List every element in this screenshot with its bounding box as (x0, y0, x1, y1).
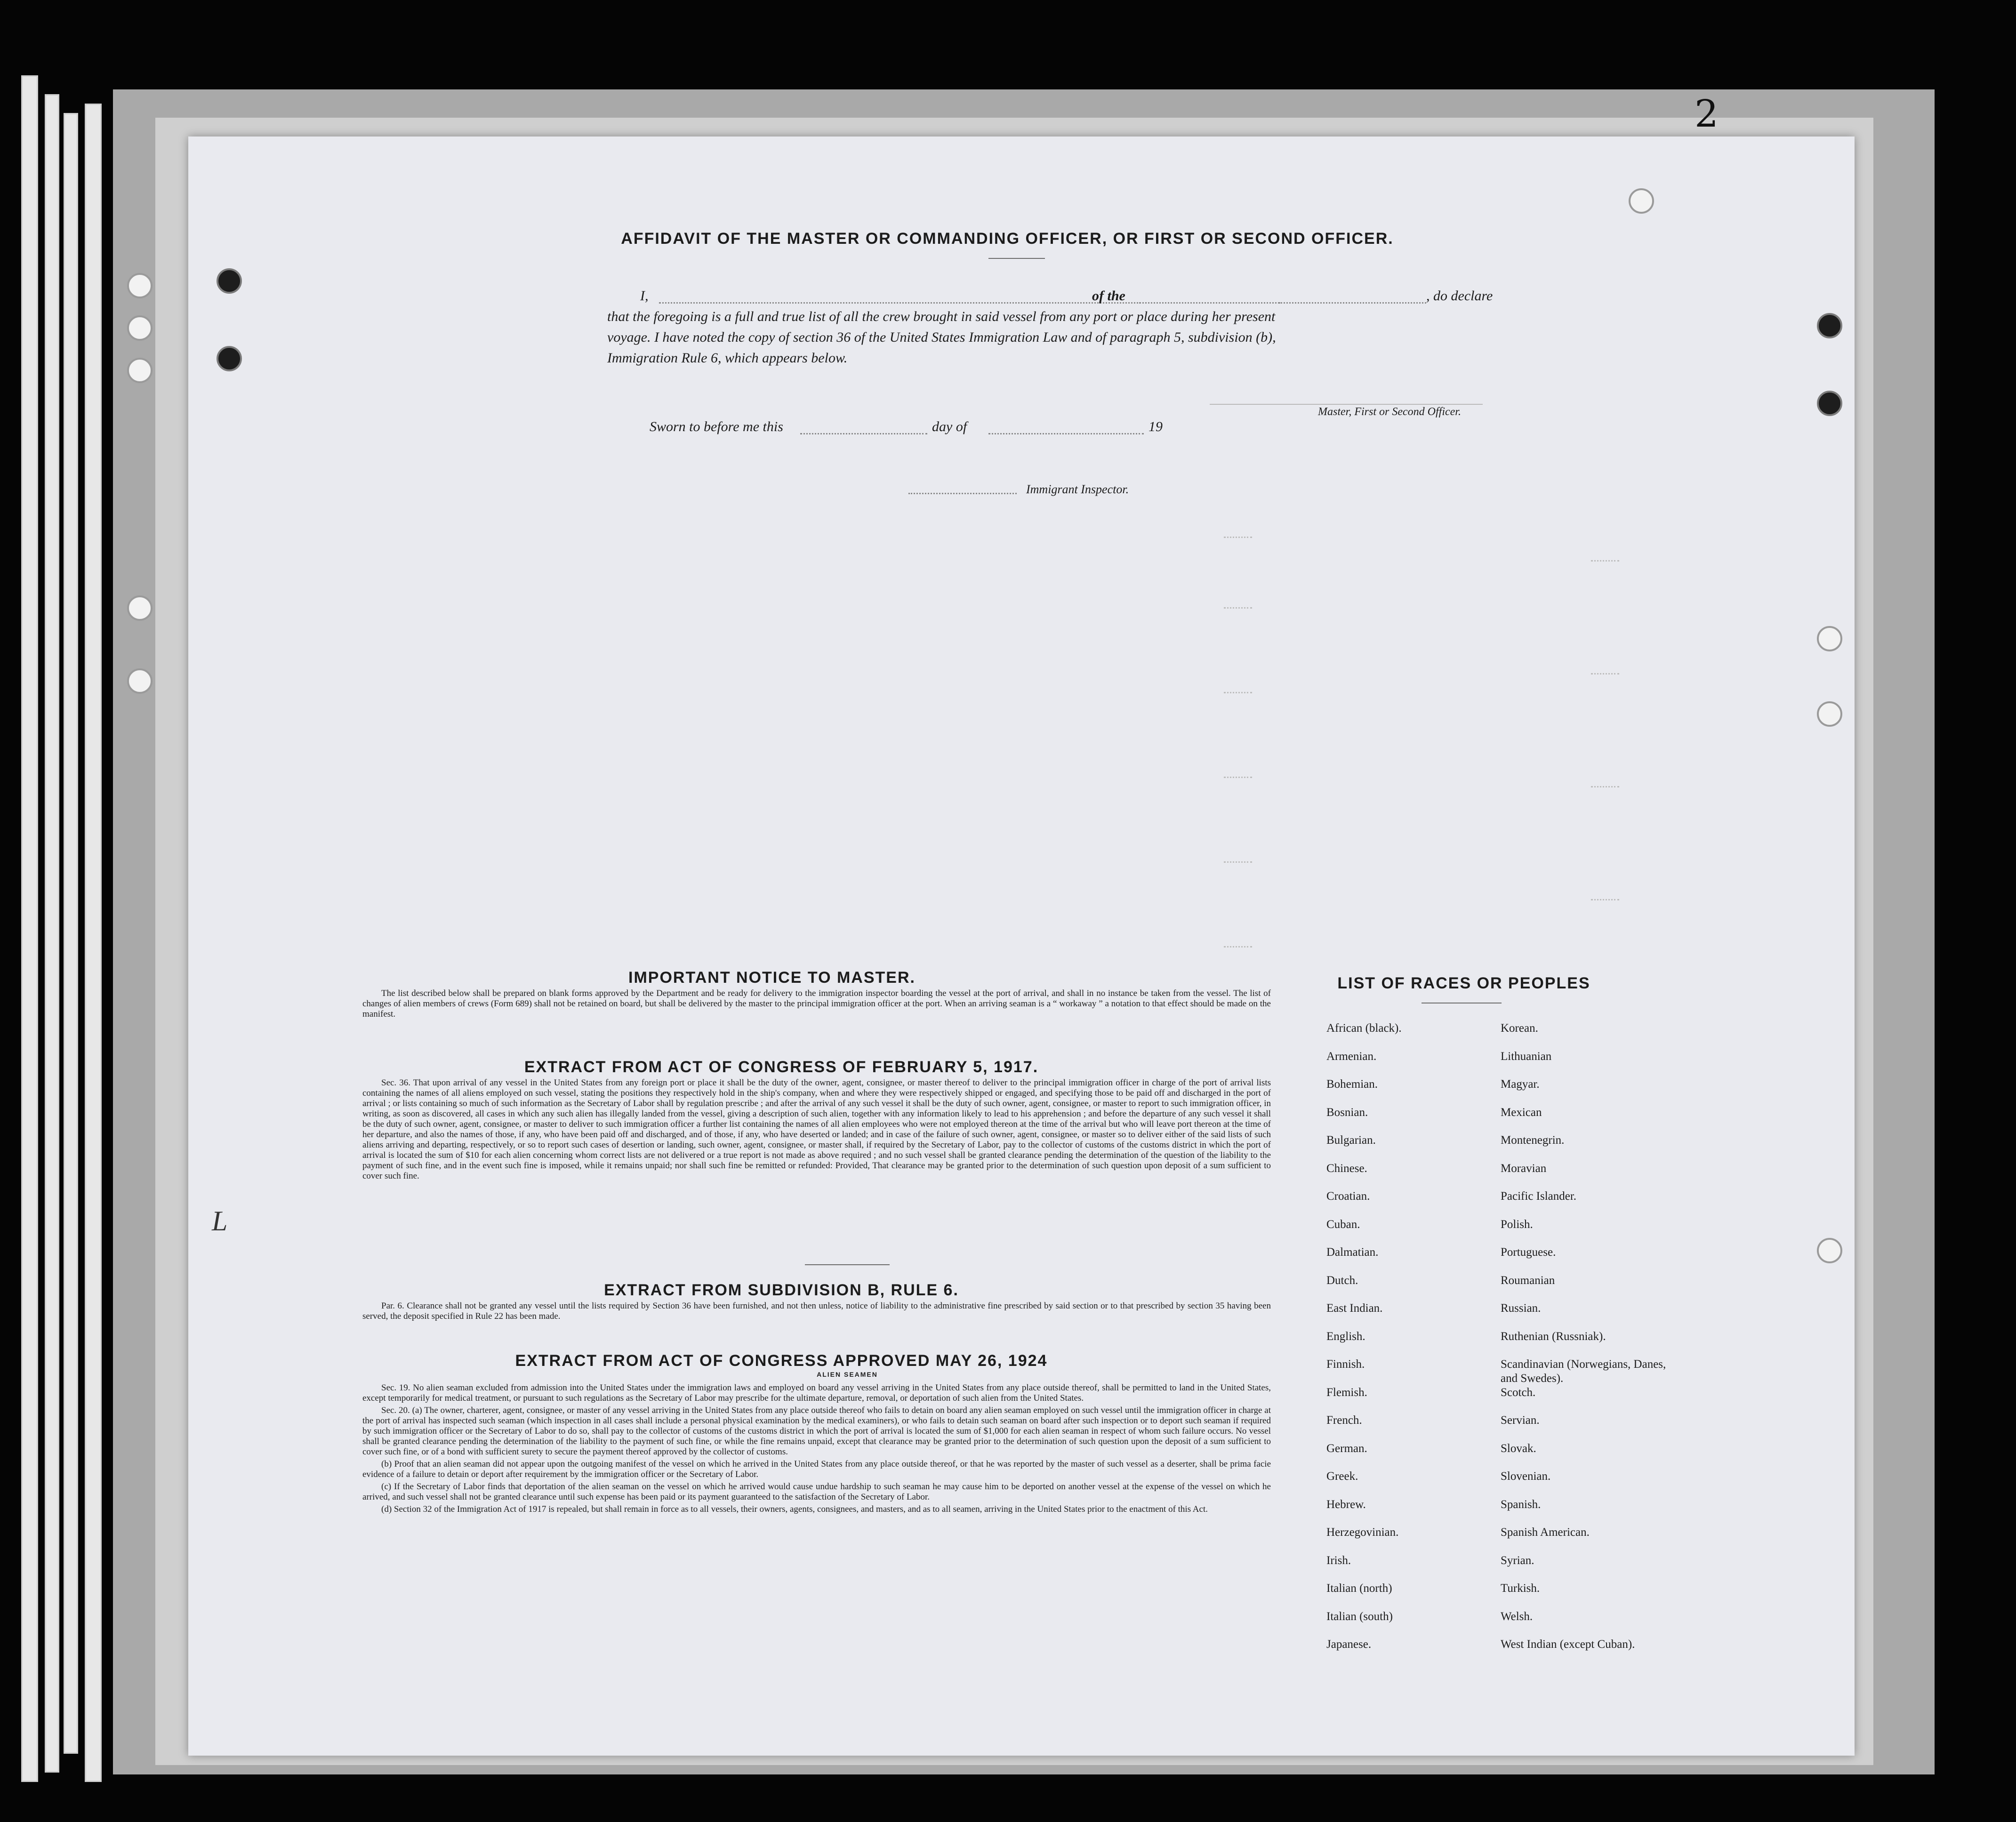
race-item: Welsh. (1501, 1610, 1533, 1623)
form-page (188, 136, 1855, 1756)
section-36-paragraph: Sec. 36. That upon arrival of any vessel in the United States from any foreign port or place it shall be the duty of the owner, agent, consignee, or master thereof to deliver to the principal immigration officer in charge of the port of arrival lists containing the names of all aliens employed on such vessel, stating the positions they respectively hold in the ship's company, when and where they were respectively shipped or engaged, and specifying those to be paid off and discharged in the port of arrival ; or lists containing so much of such information as the Secretary of Labor shall by regulation prescribe ; and after the arrival of any such vessel it shall be the duty of such owner, agent, consignee, or master to report to such immigration officer, in writing, as soon as discovered, all cases in which any such alien has illegally landed from the vessel, giving a description of such alien, together with any information likely to lead to his apprehension ; and before the departure of any such vessel it shall be the duty of such owner, agent, consignee, or master to deliver to such immigration officer a further list containing the names of all alien employees who were not employed thereon at the time of the arrival but who will leave port thereon at the time of her departure, and also the names of those, if any, who have been paid off and discharged, and of those, if any, who have deserted or landed; and in case of the failure of such owner, agent, consignee, or master so to deliver either of the said lists of such aliens arriving and departing, respectively, or so to report such cases of desertion or landing, such owner, agent, consignee, or master shall, if required by the Secretary of Labor, pay to the collector of customs of the customs district in which the port of arrival is located the sum of $10 for each alien concerning whom correct lists are not delivered or a true report is not made as above required ; and no such vessel shall be granted clearance pending the determination of the question of the liability to the payment of such fine, and in the event such fine is imposed, while it remains unpaid; nor shall such fine be remitted or refunded: Provided, That clearance may be granted prior to the determination of such question upon deposit of a sum sufficient to cover such fine. (362, 1078, 1271, 1181)
extract-1917-text (362, 1078, 1271, 1183)
affidavit-body-line-3: Immigration Rule 6, which appears below. (607, 350, 848, 366)
race-item: Herzegovinian. (1326, 1526, 1399, 1539)
year-prefix: 19 (1149, 419, 1163, 434)
race-item: Slovenian. (1501, 1470, 1551, 1483)
race-item: Cuban. (1326, 1218, 1360, 1231)
section-rule (805, 1264, 890, 1265)
races-right-column (1501, 1021, 1679, 1666)
race-item: Bohemian. (1326, 1078, 1378, 1091)
sec-20a-paragraph: Sec. 20. (a) The owner, charterer, agent, consignee, or master of any vessel arriving in the United States from any place outside thereof who fails to detain on board any alien seaman employed on such vessel until the immigration officer in charge at the port of arrival has inspected such seaman (which inspection in all cases shall include a personal physical examination by the medical examiners), or who fails to detain such seaman on board after such inspection or to deport such seaman if required by such immigration officer or the Secretary of Labor to do so, shall pay to the collector of customs of the customs district in which the port of arrival is located the sum of $1,000 for each alien seaman in respect of whom such failure occurs. No vessel shall be granted clearance pending the determination of the liability to the payment of such fine, or while the fine remains unpaid, except that clearance may be granted prior to the determination of such question upon the deposit of a sum sufficient to cover such fine, or of a bond with sufficient surety to secure the payment thereof approved by the collector of customs. (362, 1405, 1271, 1457)
punch-hole (1817, 626, 1842, 651)
race-item: Flemish. (1326, 1386, 1367, 1399)
vessel-blank (1139, 302, 1426, 304)
faint-dots (1591, 786, 1619, 787)
faint-dots (1224, 777, 1252, 778)
race-item: Croatian. (1326, 1190, 1370, 1203)
punch-hole (217, 268, 242, 294)
extract-1924-title: EXTRACT FROM ACT OF CONGRESS APPROVED MAY 26, 1924 (515, 1352, 1048, 1370)
affidavit-of-the: of the (1092, 288, 1125, 304)
races-title: LIST OF RACES OR PEOPLES (1337, 974, 1590, 992)
race-item: Servian. (1501, 1414, 1540, 1427)
day-of-text: day of (932, 419, 967, 434)
extract-rule6-text (362, 1301, 1271, 1324)
race-item: Bosnian. (1326, 1106, 1368, 1119)
punch-hole (127, 273, 153, 298)
race-item: Spanish American. (1501, 1526, 1590, 1539)
alien-seamen-subtitle: ALIEN SEAMEN (817, 1371, 878, 1378)
sworn-text: Sworn to before me this (650, 419, 783, 434)
faint-dots (1591, 673, 1619, 674)
race-item: East Indian. (1326, 1302, 1383, 1315)
par-6-paragraph: Par. 6. Clearance shall not be granted any vessel until the lists required by Section 36 have been furnished, and not then unless, notice of liability to the administrative fine prescribed by said section or to that prescribed by section 35 having been served, the deposit specified in Rule 22 has been made. (362, 1301, 1271, 1321)
sheet-edge (64, 113, 78, 1754)
race-item: Spanish. (1501, 1498, 1541, 1511)
race-item: Roumanian (1501, 1274, 1555, 1287)
race-item: Dutch. (1326, 1274, 1358, 1287)
inspector-signature-line (908, 493, 1017, 494)
race-item: Moravian (1501, 1162, 1547, 1175)
punch-hole (217, 346, 242, 371)
race-item: Polish. (1501, 1218, 1533, 1231)
extract-rule6-title: EXTRACT FROM SUBDIVISION B, RULE 6. (604, 1281, 959, 1299)
sec-20d-paragraph: (d) Section 32 of the Immigration Act of 1917 is repealed, but shall remain in force as to all vessels, their owners, agents, consignees, and masters, and as to all seamen, arriving in the United States prior to the enactment of this Act. (381, 1504, 1208, 1514)
race-item: Armenian. (1326, 1050, 1377, 1063)
punch-hole (1817, 391, 1842, 416)
faint-dots (1224, 692, 1252, 693)
affidavit-i: I, (640, 288, 649, 304)
faint-dots (1591, 899, 1619, 900)
faint-dots (1591, 560, 1619, 562)
race-item: Turkish. (1501, 1582, 1540, 1595)
faint-dots (1224, 607, 1252, 609)
notice-text (362, 988, 1271, 1021)
affidavit-body-line-2: voyage. I have noted the copy of section 36 of the United States Immigration Law and of paragraph 5, subdivision (b), (607, 329, 1276, 345)
month-blank (988, 433, 1144, 434)
race-item: Italian (south) (1326, 1610, 1393, 1623)
affidavit-title: AFFIDAVIT OF THE MASTER OR COMMANDING OFFICER, OR FIRST OR SECOND OFFICER. (621, 230, 1394, 248)
faint-dots (1224, 537, 1252, 538)
corner-page-number: 2 (1695, 92, 1719, 136)
race-item: Slovak. (1501, 1442, 1536, 1455)
race-item: Russian. (1501, 1302, 1541, 1315)
race-item: Syrian. (1501, 1554, 1534, 1567)
races-left-column (1326, 1021, 1505, 1666)
race-item: African (black). (1326, 1022, 1402, 1035)
extract-1917-title: EXTRACT FROM ACT OF CONGRESS OF FEBRUARY 5, 1917. (524, 1058, 1039, 1076)
punch-hole (1817, 701, 1842, 727)
race-item: Italian (north) (1326, 1582, 1392, 1595)
race-item: Finnish. (1326, 1358, 1365, 1371)
margin-handwritten-letter: L (212, 1205, 228, 1236)
race-item: Bulgarian. (1326, 1134, 1376, 1147)
punch-hole (1817, 1238, 1842, 1263)
notice-title: IMPORTANT NOTICE TO MASTER. (628, 969, 916, 987)
sec-19-paragraph: Sec. 19. No alien seaman excluded from admission into the United States under the immigration laws and employed on board any vessel arriving in the United States from any place outside thereof, shall be permitted to land in the United States, except temporarily for medical treatment, or pursuant to such regulations as the Secretary of Labor may prescribe for the ultimate departure, removal, or deportation of such alien from the United States. (362, 1383, 1271, 1403)
race-item: Irish. (1326, 1554, 1351, 1567)
sec-20c-paragraph: (c) If the Secretary of Labor finds that deportation of the alien seaman on the vessel on which he arrived would cause undue hardship to such seaman he may cause him to be deported on another vessel at the expense of the vessel on which he arrived, and such vessel shall not be granted clearance until such expense has been paid or its payment guaranteed to the satisfaction of the Secretary of Labor. (362, 1482, 1271, 1502)
race-item: English. (1326, 1330, 1365, 1343)
punch-hole (127, 358, 153, 383)
race-item: Scandinavian (Norwegians, Danes, and Swedes). (1501, 1358, 1666, 1385)
race-item: Lithuanian (1501, 1050, 1552, 1063)
title-rule (988, 258, 1045, 259)
race-item: West Indian (except Cuban). (1501, 1638, 1635, 1651)
sec-20b-paragraph: (b) Proof that an alien seaman did not appear upon the outgoing manifest of the vessel on which he arrived in the United States from any place outside thereof, or that he was reported by the master of such vessel as a deserter, shall be prima facie evidence of a failure to detain or deport after requirement by the immigration officer or the Secretary of Labor. (362, 1459, 1271, 1479)
race-item: Hebrew. (1326, 1498, 1366, 1511)
day-blank (800, 433, 927, 434)
inspector-caption: Immigrant Inspector. (1026, 482, 1129, 496)
race-item: Greek. (1326, 1470, 1358, 1483)
sheet-edge (21, 75, 38, 1782)
extract-1924-text (362, 1383, 1271, 1517)
race-item: German. (1326, 1442, 1367, 1455)
notice-paragraph: The list described below shall be prepared on blank forms approved by the Department and be ready for delivery to the immigration inspector boarding the vessel at the port of arrival, and shall in no instance be taken from the vessel. The list of changes of alien members of crews (Form 689) shall not be retained on board, but shall be delivered by the master to the principal immigration officer at the port. When an arriving seaman is a “ workaway ” a notation to that effect should be made on the manifest. (362, 988, 1271, 1019)
sheet-edge (45, 94, 59, 1773)
affidavit-do-declare: , do declare (1426, 288, 1493, 304)
race-item: Portuguese. (1501, 1246, 1556, 1259)
affidavit-body-line-1: that the foregoing is a full and true list of all the crew brought in said vessel from any port or place during her present (607, 309, 1276, 324)
race-item: Pacific Islander. (1501, 1190, 1577, 1203)
race-item: Korean. (1501, 1022, 1538, 1035)
faint-dots (1224, 946, 1252, 947)
race-item: Ruthenian (Russniak). (1501, 1330, 1606, 1343)
race-item: Japanese. (1326, 1638, 1372, 1651)
punch-hole (1817, 313, 1842, 338)
signature-caption: Master, First or Second Officer. (1318, 406, 1461, 418)
race-item: French. (1326, 1414, 1362, 1427)
punch-hole (127, 315, 153, 341)
faint-dots (1224, 861, 1252, 863)
race-item: Chinese. (1326, 1162, 1367, 1175)
race-item: Dalmatian. (1326, 1246, 1379, 1259)
race-item: Scotch. (1501, 1386, 1536, 1399)
sheet-edge (85, 104, 102, 1782)
signature-line (1210, 404, 1483, 405)
punch-hole (1629, 188, 1654, 214)
race-item: Mexican (1501, 1106, 1542, 1119)
race-item: Montenegrin. (1501, 1134, 1565, 1147)
punch-hole (127, 595, 153, 621)
punch-hole (127, 668, 153, 694)
race-item: Magyar. (1501, 1078, 1540, 1091)
